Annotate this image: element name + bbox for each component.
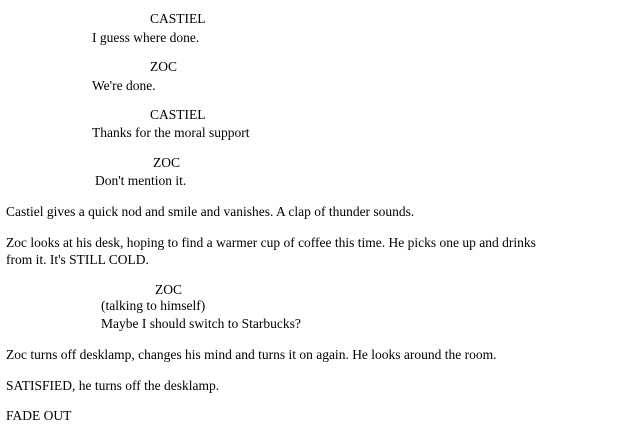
parenthetical-line: (talking to himself)	[101, 298, 206, 313]
dialogue-line: Don't mention it.	[95, 173, 187, 188]
character-name-castiel: CASTIEL	[150, 107, 206, 122]
character-name-castiel: CASTIEL	[150, 11, 206, 26]
character-name-zoc: ZOC	[153, 155, 180, 170]
action-line-continued: from it. It's STILL COLD.	[6, 252, 149, 267]
dialogue-line: We're done.	[92, 78, 156, 93]
dialogue-line: I guess where done.	[92, 30, 200, 45]
action-line: Zoc looks at his desk, hoping to find a warmer cup of coffee this time. He picks one up and drinks	[6, 235, 536, 250]
action-line: Zoc turns off desklamp, changes his mind and turns it on again. He looks around the room.	[6, 347, 497, 362]
dialogue-line: Thanks for the moral support	[92, 125, 250, 140]
character-name-zoc: ZOC	[150, 59, 177, 74]
action-line: Castiel gives a quick nod and smile and vanishes. A clap of thunder sounds.	[6, 204, 415, 219]
action-line: SATISFIED, he turns off the desklamp.	[6, 378, 220, 393]
transition-fade-out: FADE OUT	[6, 408, 72, 423]
dialogue-line: Maybe I should switch to Starbucks?	[101, 316, 301, 331]
character-name-zoc: ZOC	[155, 282, 182, 297]
